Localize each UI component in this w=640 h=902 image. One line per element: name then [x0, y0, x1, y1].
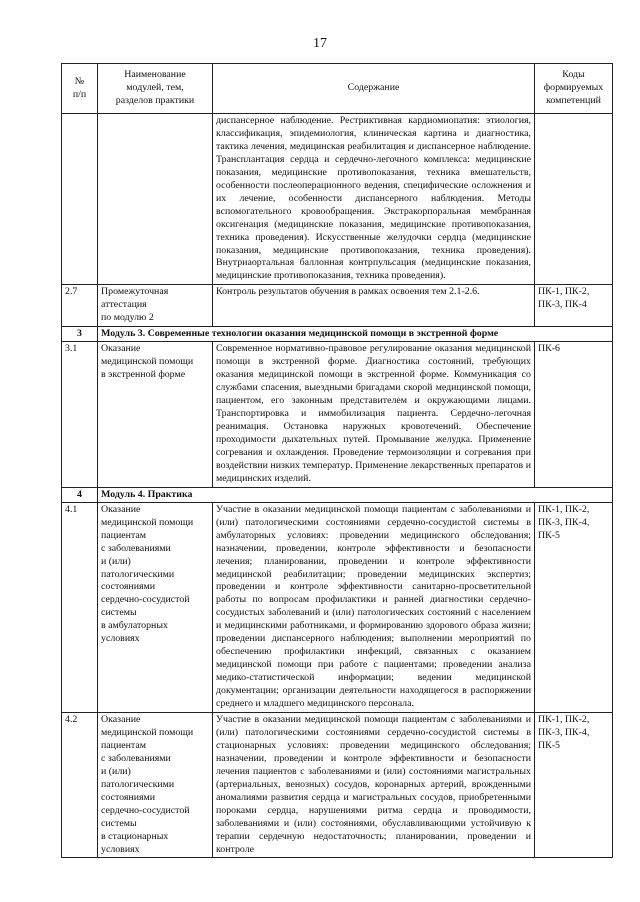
table-row: [62, 342, 613, 487]
row-topic-name: [98, 114, 213, 285]
row-number: 4.1: [62, 502, 98, 712]
topic-name-line: медицинской помощи: [101, 516, 194, 528]
topic-name-line: сердечно-сосудистой: [101, 594, 190, 606]
topic-name-line: состояниями: [101, 581, 156, 593]
topic-name-line: по модулю 2: [101, 312, 154, 324]
row-number: 3.1: [62, 342, 98, 487]
topic-name-line: патологическими: [101, 778, 175, 790]
row-competency-codes: [535, 502, 613, 712]
row-competency-codes: [535, 712, 613, 857]
curriculum-table: [61, 63, 613, 858]
module-heading-row: [62, 487, 613, 502]
topic-name-line: с заболеваниями: [101, 752, 171, 764]
row-competency-codes: [535, 114, 613, 285]
topic-name-line: Оказание: [101, 343, 141, 355]
topic-name-line: Оказание: [101, 713, 141, 725]
topic-name-line: системы: [101, 817, 137, 829]
topic-name-line: медицинской помощи: [101, 726, 194, 738]
topic-name-line: с заболеваниями: [101, 542, 171, 554]
module-heading-row: [62, 327, 613, 342]
competency-code-line: ПК-1, ПК-2,: [538, 503, 590, 515]
row-topic-name: [98, 502, 213, 712]
topic-name-line: в амбулаторных: [101, 620, 168, 632]
module-number: 3: [62, 327, 98, 342]
topic-name-line: патологическими: [101, 568, 175, 580]
table-header-row: [62, 64, 613, 114]
competency-code-line: ПК-6: [538, 343, 560, 355]
header-number: № п/п: [62, 64, 98, 114]
row-competency-codes: [535, 285, 613, 327]
header-content: Содержание: [213, 64, 535, 114]
row-number: 4.2: [62, 712, 98, 857]
competency-code-line: ПК-3, ПК-4,: [538, 516, 590, 528]
table-row: [62, 502, 613, 712]
row-number: [62, 114, 98, 285]
module-title: Модуль 3. Современные технологии оказания медицинской помощи в экстренной форме: [98, 327, 613, 342]
row-competency-codes: [535, 342, 613, 487]
row-number: 2.7: [62, 285, 98, 327]
topic-name-line: условиях: [101, 633, 140, 645]
row-content: Участие в оказании медицинской помощи пациентам с заболеваниями и (или) патологическими состояниями сердечно-сосудистой системы в стационарных условиях: проведении медицинского обследования; назначении, проведении и контроле эффективности и безопасности лечения пациентов с заболеваниями и (или) состояниями магистральных (артериальных, венозных) сосудов, коронарных артерий, врожденными аномалиями развития сердца и магистральных сосудов, приобретенными пороками сердца, нарушениями ритма сердца и проводимости, заболеваниями и (или) состояниями, обуславливающими устойчивую к терапии сердечную недостаточность; планировании, проведении и контроле: [213, 712, 535, 857]
row-content: Контроль результатов обучения в рамках освоения тем 2.1-2.6.: [213, 285, 535, 327]
row-topic-name: [98, 712, 213, 857]
competency-code-line: ПК-1, ПК-2,: [538, 713, 590, 725]
topic-name-line: сердечно-сосудистой: [101, 804, 190, 816]
row-content: Участие в оказании медицинской помощи пациентам с заболеваниями и (или) патологическими состояниями сердечно-сосудистой системы в амбулаторных условиях: проведении медицинского обследования; назначении, проведении, контроле эффективности и безопасности лечения; планировании, проведении и контроле эффективности медицинской реабилитации; проведении медицинских экспертиз; проведении и контроле эффективности санитарно-просветительной работы по вопросам профилактики и ранней диагностики сердечно-сосудистых заболеваний и (или) патологических состояний с населением и медицинскими работниками, и формированию здорового образа жизни; проведении диспансерного наблюдения; выполнении мероприятий по обеспечению профилактики инфекций, связанных с оказанием медицинской помощи при работе с пациентами; проведении анализа медико-статистической информации; ведении медицинской документации; организации деятельности находящегося в распоряжении среднего и младшего медицинского персонала.: [213, 502, 535, 712]
row-content: Современное нормативно-правовое регулирование оказания медицинской помощи в экстренной форме. Диагностика состояний, требующих оказания медицинской помощи в экстренной форме. Коммуникация со службами спасения, выездными бригадами скорой медицинской помощи, пациентом, его законным представителем и окружающими лицами. Транспортировка и иммобилизация пациента. Сердечно-легочная реанимация. Остановка наружных кровотечений. Обеспечение проходимости дыхательных путей. Промывание желудка. Применение согревания и охлаждения. Проведение термоизоляции и согревания при воздействии низких температур. Применение лекарственных препаратов и медицинских изделий.: [213, 342, 535, 487]
header-competency-codes: Коды формируемых компетенций: [535, 64, 613, 114]
row-topic-name: [98, 342, 213, 487]
competency-code-line: ПК-3, ПК-4,: [538, 726, 590, 738]
competency-code-line: ПК-5: [538, 739, 560, 751]
topic-name-line: состояниями: [101, 791, 156, 803]
competency-code-line: ПК-5: [538, 529, 560, 541]
topic-name-line: аттестация: [101, 299, 147, 311]
topic-name-line: и (или): [101, 555, 131, 567]
module-number: 4: [62, 487, 98, 502]
topic-name-line: Оказание: [101, 503, 141, 515]
row-topic-name: [98, 285, 213, 327]
topic-name-line: медицинской помощи: [101, 356, 194, 368]
topic-name-line: условиях: [101, 843, 140, 855]
topic-name-line: пациентам: [101, 529, 146, 541]
topic-name-line: и (или): [101, 765, 131, 777]
table-row: [62, 712, 613, 857]
table-row: [62, 114, 613, 285]
topic-name-line: в стационарных: [101, 830, 169, 842]
topic-name-line: пациентам: [101, 739, 146, 751]
topic-name-line: системы: [101, 607, 137, 619]
page-number: 17: [313, 36, 327, 51]
competency-code-line: ПК-1, ПК-2,: [538, 286, 590, 298]
competency-code-line: ПК-3, ПК-4: [538, 299, 587, 311]
topic-name-line: в экстренной форме: [101, 369, 186, 381]
topic-name-line: Промежуточная: [101, 286, 169, 298]
table-body: [62, 114, 613, 858]
header-module-name: Наименование модулей, тем, разделов практики: [98, 64, 213, 114]
row-content: диспансерное наблюдение. Рестриктивная кардиомиопатия: этиология, классификация, эпидемиология, клиническая картина и диагностика, тактика лечения, медицинская реабилитация и диспансерное наблюдение. Трансплантация сердца и сердечно-легочного комплекса: медицинские показания, медицинские противопоказания, техника вмешательств, особенности послеоперационного ведения, специфические осложнения и их лечение, особенности диспансерного наблюдения. Методы вспомогательного кровообращения. Экстракорпоральная мембранная оксигенация (медицинские показания, медицинские противопоказания, техника проведения). Искусственные желудочки сердца (медицинские показания, медицинские противопоказания, техника проведения). Внутриаортальная баллонная контрпульсация (медицинские показания, медицинские противопоказания, техника проведения).: [213, 114, 535, 285]
module-title: Модуль 4. Практика: [98, 487, 613, 502]
table-row: [62, 285, 613, 327]
